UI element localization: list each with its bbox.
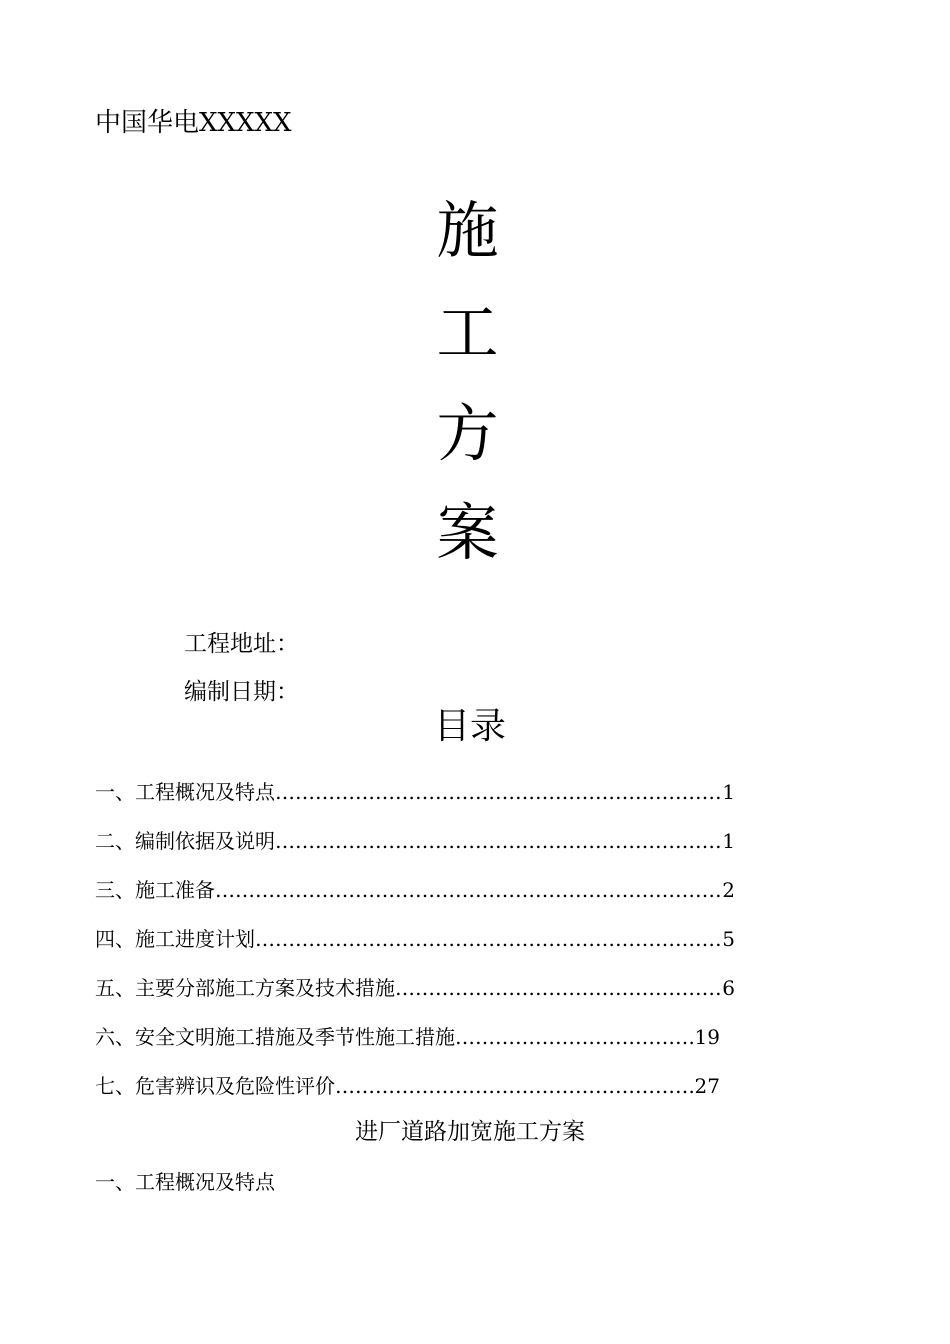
toc-leader (335, 1070, 695, 1102)
toc-leader (455, 1021, 695, 1053)
date-label: 编制日期： (184, 679, 299, 705)
toc-leader (275, 776, 722, 808)
toc-list (95, 776, 735, 1119)
section-heading: 一、工程概况及特点 (95, 1170, 275, 1194)
toc-item[interactable] (95, 874, 735, 923)
toc-item-page: 6 (722, 976, 735, 1000)
title-char-1: 施 (436, 194, 499, 267)
toc-item-label: 六、安全文明施工措施及季节性施工措施 (95, 1025, 455, 1049)
toc-item-label: 一、工程概况及特点 (95, 780, 275, 804)
title-char-4: 案 (436, 496, 499, 569)
toc-item-page: 1 (722, 829, 735, 853)
toc-item-label: 七、危害辨识及危险性评价 (95, 1074, 335, 1098)
toc-leader (275, 825, 722, 857)
document-heading: 进厂道路加宽施工方案 (355, 1119, 585, 1145)
toc-item[interactable] (95, 825, 735, 874)
toc-leader (215, 874, 722, 906)
toc-item-page: 2 (722, 878, 735, 902)
toc-item[interactable] (95, 923, 735, 972)
toc-item-page: 27 (694, 1074, 720, 1098)
toc-item[interactable] (95, 776, 735, 825)
toc-item[interactable] (95, 1021, 720, 1070)
toc-title: 目录 (433, 706, 506, 747)
toc-item[interactable] (95, 972, 735, 1021)
address-label: 工程地址： (184, 631, 299, 657)
toc-item-label: 四、施工进度计划 (95, 927, 255, 951)
toc-item-page: 1 (722, 780, 735, 804)
toc-item-label: 二、编制依据及说明 (95, 829, 275, 853)
toc-item[interactable] (95, 1070, 720, 1119)
company-name: 中国华电XXXXX (95, 108, 292, 138)
toc-item-label: 三、施工准备 (95, 878, 215, 902)
toc-item-page: 19 (694, 1025, 720, 1049)
toc-item-label: 五、主要分部施工方案及技术措施 (95, 976, 395, 1000)
toc-leader (255, 923, 722, 955)
title-char-3: 方 (436, 397, 499, 470)
toc-leader (395, 972, 722, 1004)
toc-item-page: 5 (722, 927, 735, 951)
title-char-2: 工 (436, 296, 499, 369)
